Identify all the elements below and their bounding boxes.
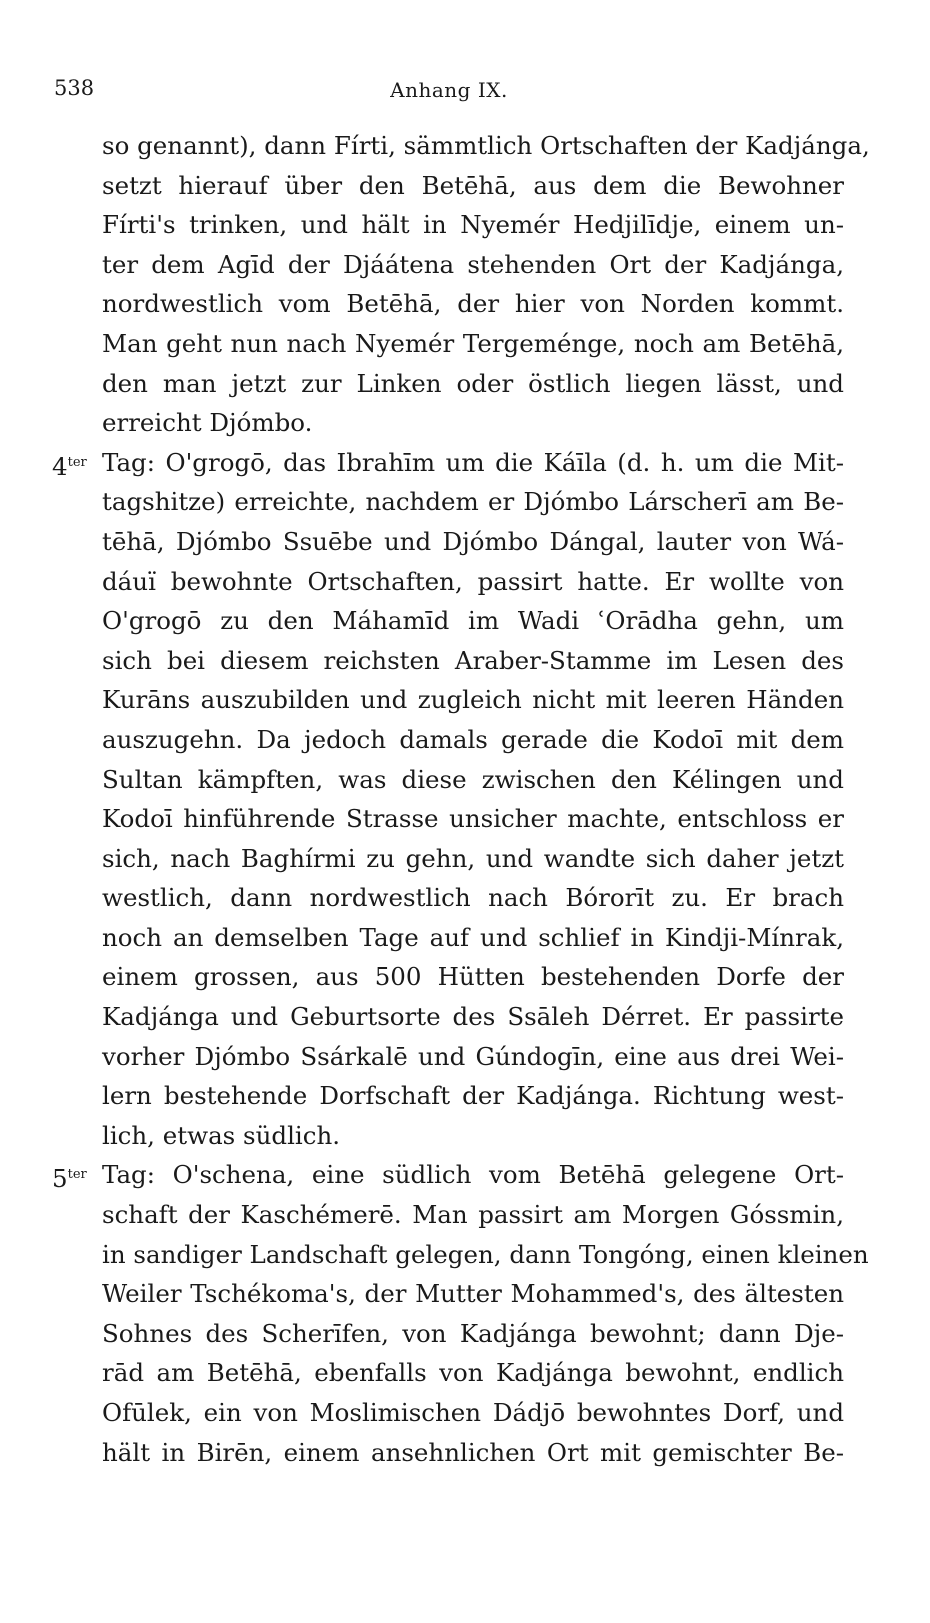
text-line: tagshitze) erreichte, nachdem er Djómbo Lárscherī am Be- (102, 487, 844, 517)
text-line: Sultan kämpften, was diese zwischen den Kélingen und (102, 764, 844, 794)
text-line: sich bei diesem reichsten Araber-Stamme im Lesen des (102, 645, 844, 675)
text-line: so genannt), dann Fírti, sämmtlich Ortschaften der Kadjánga, (102, 131, 870, 160)
text-line: sich, nach Baghírmi zu gehn, und wandte sich daher jetzt (102, 843, 844, 873)
text-line: Kurāns auszubilden und zugleich nicht mit leeren Händen (102, 685, 844, 715)
day4-entry-first-line (52, 443, 844, 483)
text-line: ter dem Agīd der Djáátena stehenden Ort der Kadjánga, (102, 249, 844, 279)
text-line: einem grossen, aus 500 Hütten bestehenden Dorfe der (102, 962, 844, 992)
text-line: Ofūlek, ein von Moslimischen Dádjō bewohntes Dorf, und (102, 1398, 844, 1427)
text-line: Tag: O'grogō, das Ibrahīm um die Káīla (d. h. um die Mit- (102, 447, 844, 477)
page-text (52, 126, 870, 1472)
text-line: Fírti's trinken, und hält in Nyemér Hedjilīdje, einem un- (102, 210, 844, 240)
page-header (54, 76, 844, 104)
text-line: setzt hierauf über den Betēhā, aus dem die Bewohner (102, 170, 844, 200)
text-line: auszugehn. Da jedoch damals gerade die Kodoī mit dem (102, 724, 844, 754)
text-line: schaft der Kaschémerē. Man passirt am Morgen Góssmin, (102, 1200, 844, 1230)
day4-label-number: 4 (52, 451, 68, 481)
day5-entry-first-line (52, 1155, 844, 1195)
text-line: Tag: O'schena, eine südlich vom Betēhā gelegene Ort- (102, 1160, 844, 1190)
text-line: vorher Djómbo Ssárkalē und Gúndogīn, eine aus drei Wei- (102, 1041, 844, 1071)
text-line: hält in Birēn, einem ansehnlichen Ort mit gemischter Be- (102, 1437, 844, 1467)
text-line: Kadjánga und Geburtsorte des Ssāleh Dérret. Er passirte (102, 1002, 844, 1032)
text-line: lich, etwas südlich. (102, 1120, 341, 1150)
text-line: Sohnes des Scherīfen, von Kadjánga bewohnt; dann Dje- (102, 1318, 844, 1348)
text-line: dáuï bewohnte Ortschaften, passirt hatte. Er wollte von (102, 566, 844, 596)
text-line: noch an demselben Tage auf und schlief in Kindji-Mínrak, (102, 922, 844, 952)
text-line: in sandiger Landschaft gelegen, dann Tongóng, einen kleinen (102, 1239, 869, 1269)
text-line: tēhā, Djómbo Ssuēbe und Djómbo Dángal, lauter von Wá- (102, 526, 844, 556)
text-line: den man jetzt zur Linken oder östlich liegen lässt, und (102, 368, 844, 398)
day5-label (52, 1155, 87, 1199)
running-head: Anhang IX. (390, 78, 508, 102)
page-number: 538 (54, 76, 95, 100)
day5-label-number: 5 (52, 1164, 68, 1194)
text-line: rād am Betēhā, ebenfalls von Kadjánga bewohnt, endlich (102, 1358, 844, 1388)
text-line: Man geht nun nach Nyemér Tergeménge, noch am Betēhā, (102, 328, 844, 358)
text-line: lern bestehende Dorfschaft der Kadjánga. Richtung west- (102, 1081, 844, 1111)
text-line: Weiler Tschékoma's, der Mutter Mohammed's, des ältesten (102, 1279, 844, 1309)
text-line: Kodoī hinführende Strasse unsicher machte, entschloss er (102, 804, 844, 834)
day5-label-suffix: ter (67, 1167, 87, 1183)
text-line: erreicht Djómbo. (102, 408, 313, 438)
text-line: O'grogō zu den Máhamīd im Wadi ʿOrādha gehn, um (102, 606, 844, 636)
day4-label (52, 443, 87, 487)
text-line: westlich, dann nordwestlich nach Bórorīt zu. Er brach (102, 883, 844, 913)
text-line: nordwestlich vom Betēhā, der hier von Norden kommt. (102, 289, 844, 319)
day4-label-suffix: ter (67, 454, 87, 470)
